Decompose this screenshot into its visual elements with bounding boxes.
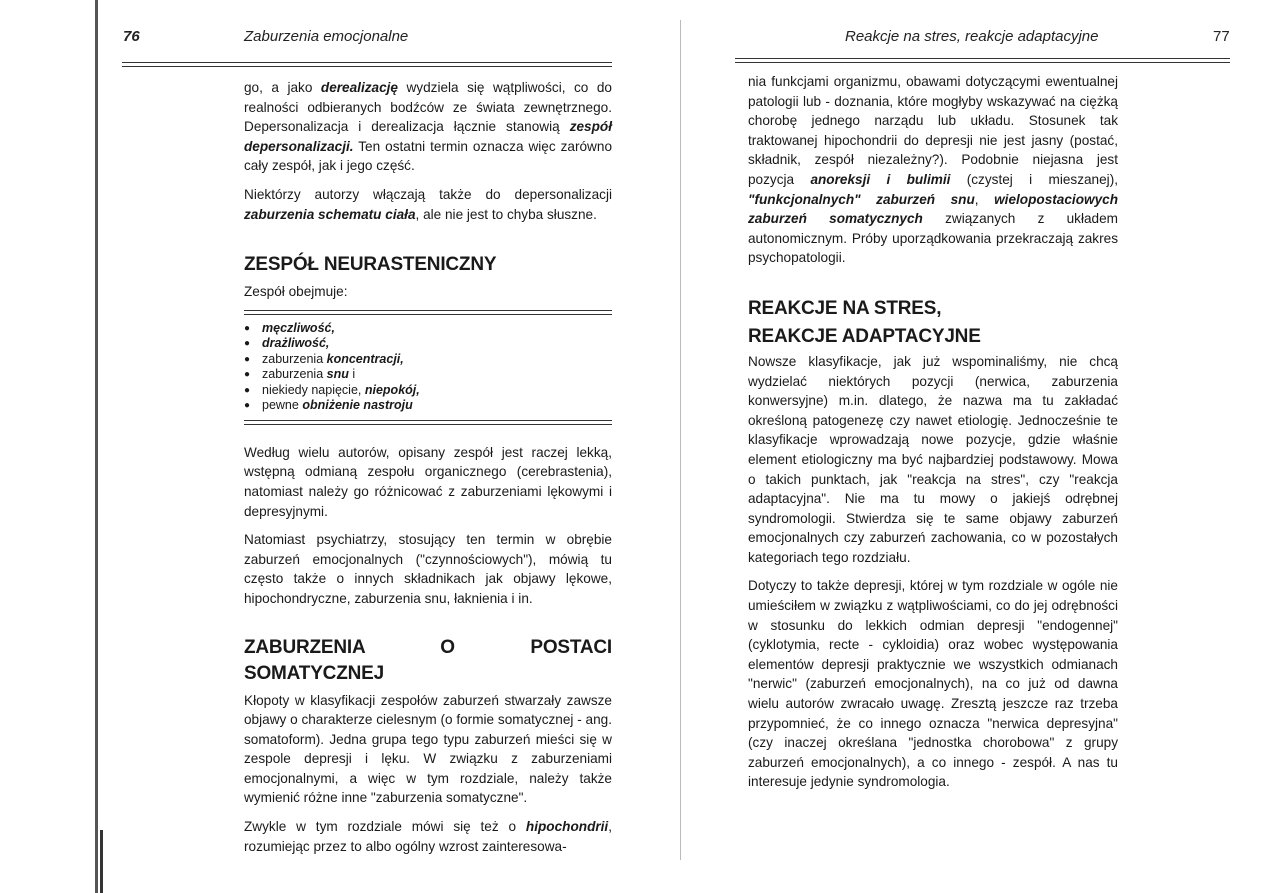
text-run: Ten ostatni termin oznacza więc zarówno cały zespół, jak i jego część. xyxy=(244,138,612,174)
left-paragraph-4 xyxy=(244,530,612,608)
emphasized-term: "funkcjonalnych" zaburzeń snu xyxy=(748,191,975,207)
text-run: (czystej i mieszanej), xyxy=(950,171,1118,187)
text-run: Dotyczy to także depresji, której w tym rozdziale w ogóle nie umieściłem w związku z wątpliwościami, co do jej odrębności w stosunku do lekkich odmian depresji "endogennej" (cyklotymia, recte - cykloidia) oraz wobec występowania elementów depresji praktycznie we wszystkich odmianach "nerwic" (zaburzeń emocjonalnych), na co już od dawna wielu autorów zwracało uwagę. Zresztą jeszcze raz trzeba przypomnieć, że co innego oznacza "nerwica depresyjna" (czy inaczej określana "jednostka chorobowa" z grupy zaburzeń emocjonalnych), a co innego - zespół. A nas tu interesuje jedynie syndromologia. xyxy=(748,578,1118,790)
right-header-rule-2 xyxy=(735,62,1230,63)
emphasized-term: zespół depersonalizacji. xyxy=(244,119,612,154)
section-intro: Zespół obejmuje: xyxy=(244,284,348,300)
emphasized-term: anoreksji i bulimii xyxy=(810,171,951,187)
right-column xyxy=(748,72,1118,801)
scan-edge-shadow-lower xyxy=(100,830,103,893)
text-run: Kłopoty w klasyfikacji zespołów zaburzeń stwarzały zawsze objawy o charakterze cielesnym (o formie somatycznej - ang. somatoform). Jedna grupa tego typu zaburzeń mieści się w zespole depresji i lęku. W związku z zaburzeniami emocjonalnymi, a więc w tym rozdziale, należy także wymienić różne inne "zaburzenia somatyczne". xyxy=(244,692,612,806)
emphasized-term: obniżenie nastroju xyxy=(302,398,413,413)
text-run: nia funkcjami organizmu, obawami dotyczącymi ewentualnej patologii lub - doznania, które mogłyby wskazywać na ciężką chorobę jednego narządu lub układu. Stosunek tak traktowanej hipochondrii do depresji nie jest jasny (postać, składnik, zespół niezależny?). Podobnie niejasna jest pozycja xyxy=(748,74,1118,187)
left-paragraph-6 xyxy=(244,817,612,856)
emphasized-term: niepokój, xyxy=(364,382,420,397)
list-top-rule-2 xyxy=(244,314,612,315)
emphasized-term: hipochondrii xyxy=(525,819,609,835)
right-paragraph-3 xyxy=(748,576,1118,792)
emphasized-term: koncentracji, xyxy=(326,351,404,366)
symptom-list xyxy=(244,321,612,414)
list-bottom-rule xyxy=(244,420,612,421)
text-run: , rozumiejąc przez to albo ogólny wzrost zainteresowa- xyxy=(244,819,612,854)
right-paragraph-2 xyxy=(748,352,1118,568)
emphasized-term: drażliwość, xyxy=(262,336,330,351)
list-bottom-rule-2 xyxy=(244,424,612,425)
right-page-number: 77 xyxy=(1213,28,1230,45)
text-run: wydziela się wątpliwości, co do realności odbieranych bodźców ze świata zewnętrznego. Depersonalizacja i derealizacja łącznie stanowią xyxy=(244,80,612,135)
text-run: Według wielu autorów, opisany zespół jest raczej lekką, wstępną odmianą zespołu organicznego (cerebrastenia), natomiast należy go różnicować z zaburzeniami lękowymi i depresyjnymi. xyxy=(244,444,612,519)
text-run: zaburzenia xyxy=(262,351,327,366)
right-running-head: Reakcje na stres, reakcje adaptacyjne xyxy=(845,28,1099,45)
symptom-list-item xyxy=(244,321,612,337)
right-paragraph-1 xyxy=(748,72,1118,268)
text-run: Nowsze klasyfikacje, jak już wspominaliśmy, nie chcą wydzielać niektórych pozycji (nerwica, zaburzenia konwersyjne) m.in. dlatego, że nazwa ma tu zakładać określoną patogenezę czy nawet etiologię. Jednocześnie te klasyfikacje wprowadzają nowe pozycje, gdzie właśnie element etiologiczny ma być najbardziej podstawowy. Mowa o takich punktach, jak "reakcja na stres", czy "reakcja adaptacyjna". Nie ma tu mowy o jakiejś odrębnej syndromologii. Stwierdza się te same objawy zaburzeń emocjonalnych czy zaburzeń zachowania, co w pozostałych kategoriach tego rozdziału. xyxy=(748,353,1118,565)
text-run: , xyxy=(974,191,995,207)
text-run: Natomiast psychiatrzy, stosujący ten termin w obrębie zaburzeń emocjonalnych ("czynnościowych"), mówią tu często także o innych składnikach jak objawy lękowe, hipochondryczne, zaburzenia snu, łaknienia i in. xyxy=(244,532,612,606)
symptom-list-item xyxy=(244,336,612,352)
section-title-neurasthenic: ZESPÓŁ NEURASTENICZNY xyxy=(244,254,497,276)
emphasized-term: wielopostaciowych zaburzeń somatycznych xyxy=(748,191,1118,227)
text-run: i xyxy=(348,367,356,382)
symptom-list-item xyxy=(244,352,612,368)
symptom-list-item xyxy=(244,398,612,414)
emphasized-term: męczliwość, xyxy=(262,320,335,335)
left-page-number: 76 xyxy=(123,28,140,45)
text-run: , ale nie jest to chyba słuszne. xyxy=(415,206,597,222)
emphasized-term: derealizację xyxy=(320,80,398,95)
left-paragraph-3 xyxy=(244,443,612,521)
left-header-rule xyxy=(122,62,612,63)
text-run: pewne xyxy=(262,398,303,413)
section-title-somatic: ZABURZENIA O POSTACI SOMATYCZNEJ xyxy=(244,636,612,684)
emphasized-term: snu xyxy=(326,367,349,382)
text-run: Zwykle w tym rozdziale mówi się też o xyxy=(244,819,526,835)
left-column xyxy=(244,78,612,865)
scan-edge-shadow xyxy=(95,0,98,893)
left-paragraph-2 xyxy=(244,185,612,224)
right-header-rule xyxy=(735,58,1230,59)
left-paragraph-5 xyxy=(244,691,612,809)
text-run: zaburzenia xyxy=(262,367,327,382)
left-running-head: Zaburzenia emocjonalne xyxy=(244,28,409,45)
section-title-stress-line1: REAKCJE NA STRES, xyxy=(748,297,942,319)
symptom-list-item xyxy=(244,367,612,383)
left-header-rule-2 xyxy=(122,66,612,67)
symptom-list-item xyxy=(244,383,612,399)
left-paragraph-1 xyxy=(244,78,612,176)
text-run: go, a jako xyxy=(244,80,321,95)
list-top-rule xyxy=(244,310,612,311)
text-run: związanych z układem autonomicznym. Próby uporządkowania przekraczają zakres psychopatologii. xyxy=(748,211,1119,266)
section-title-stress-line2: REAKCJE ADAPTACYJNE xyxy=(748,325,981,347)
text-run: niekiedy napięcie, xyxy=(262,382,365,397)
emphasized-term: zaburzenia schematu ciała xyxy=(244,206,416,222)
text-run: Niektórzy autorzy włączają także do depersonalizacji xyxy=(244,186,612,202)
book-gutter xyxy=(680,20,681,860)
